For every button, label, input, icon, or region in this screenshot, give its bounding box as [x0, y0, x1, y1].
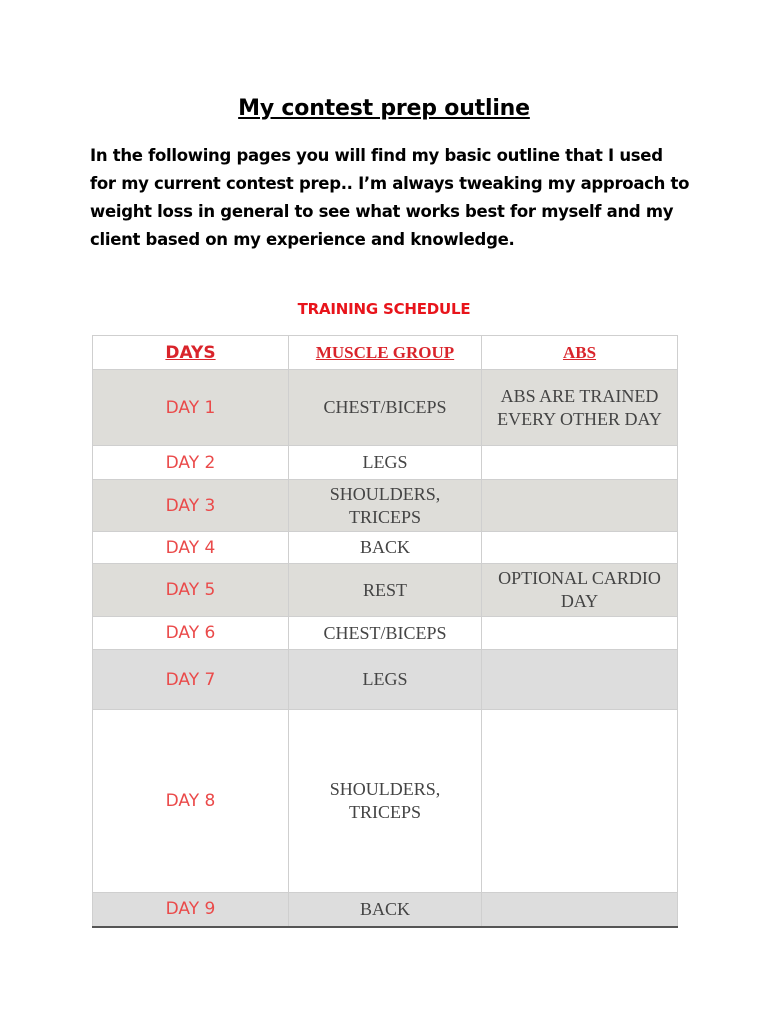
day-cell: DAY 8	[93, 710, 289, 893]
abs-cell	[482, 480, 678, 532]
abs-cell	[482, 893, 678, 927]
abs-cell	[482, 617, 678, 650]
day-cell: DAY 7	[93, 650, 289, 710]
intro-paragraph: In the following pages you will find my basic outline that I used for my current contest prep.. I’m always tweaking my approach to weight loss in general to see what works best for myself and my client based on my experience and knowledge.	[90, 146, 690, 249]
day-cell: DAY 6	[93, 617, 289, 650]
muscle-group-cell: LEGS	[289, 446, 482, 480]
table-row	[93, 480, 678, 532]
table-row	[93, 446, 678, 480]
abs-cell	[482, 650, 678, 710]
muscle-group-cell: REST	[289, 564, 482, 617]
header-abs: ABS	[482, 336, 678, 370]
muscle-group-cell: LEGS	[289, 650, 482, 710]
section-title: TRAINING SCHEDULE	[297, 300, 471, 318]
day-cell: DAY 5	[93, 564, 289, 617]
muscle-group-cell: SHOULDERS, TRICEPS	[289, 480, 482, 532]
training-schedule-table	[92, 335, 678, 928]
table-row	[93, 370, 678, 446]
abs-cell: ABS ARE TRAINED EVERY OTHER DAY	[482, 370, 678, 446]
table-row	[93, 650, 678, 710]
table-row	[93, 617, 678, 650]
page-title: My contest prep outline	[238, 96, 530, 121]
muscle-group-cell: CHEST/BICEPS	[289, 370, 482, 446]
day-cell: DAY 2	[93, 446, 289, 480]
abs-cell: OPTIONAL CARDIO DAY	[482, 564, 678, 617]
muscle-group-cell: SHOULDERS, TRICEPS	[289, 710, 482, 893]
day-cell: DAY 1	[93, 370, 289, 446]
header-muscle-group: MUSCLE GROUP	[289, 336, 482, 370]
muscle-group-cell: BACK	[289, 532, 482, 564]
header-days: DAYS	[93, 336, 289, 370]
table-row	[93, 893, 678, 927]
abs-cell	[482, 446, 678, 480]
abs-cell	[482, 710, 678, 893]
day-cell: DAY 4	[93, 532, 289, 564]
table-row	[93, 564, 678, 617]
abs-cell	[482, 532, 678, 564]
table-header-row	[93, 336, 678, 370]
day-cell: DAY 3	[93, 480, 289, 532]
muscle-group-cell: CHEST/BICEPS	[289, 617, 482, 650]
table-row	[93, 710, 678, 893]
day-cell: DAY 9	[93, 893, 289, 927]
muscle-group-cell: BACK	[289, 893, 482, 927]
table-row	[93, 532, 678, 564]
